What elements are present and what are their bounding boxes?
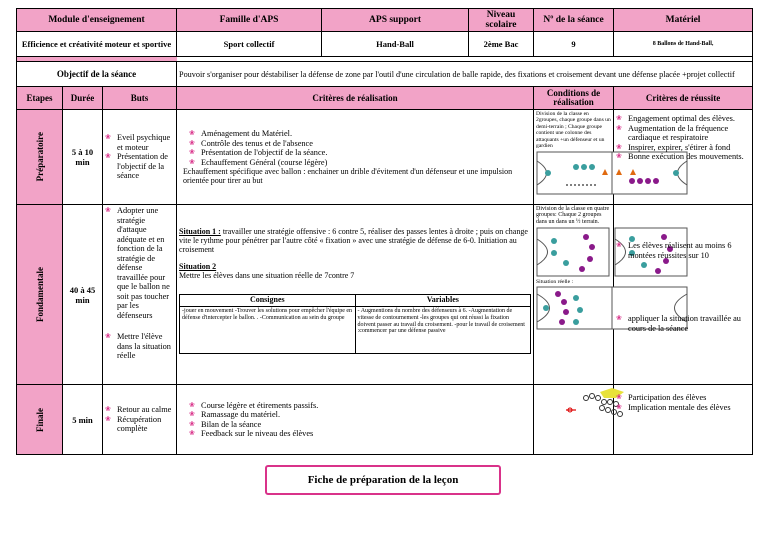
buts-fondamentale — [103, 205, 177, 385]
conditions-finale — [534, 385, 614, 455]
buts-preparatoire — [103, 110, 177, 205]
list-item: ❀ appliquer la situation travaillée au cours de la séance — [616, 314, 750, 333]
duree-header: Durée — [63, 87, 103, 110]
materiel-value: 8 Ballons de Hand-Ball, — [614, 32, 753, 57]
list-item: ❀ Aménagement du Matériel. — [189, 129, 531, 139]
aps-value: Hand-Ball — [322, 32, 469, 57]
module-value: Efficience et créativité moteur et sportive — [17, 32, 177, 57]
list-item: ❀ Bilan de la séance — [189, 420, 531, 430]
situation1-text: travailler une stratégie offensive : 6 contre 5, réaliser des passes lentes à droite ; puis on change vite le rythme pour pénétrer par l'autre côté « fixation » avec une stratégie de défense de 6-0. Initiation au croisement — [179, 227, 528, 254]
objectif-label: Objectif de la séance — [17, 62, 177, 87]
criteres-fondamentale — [177, 205, 534, 385]
list-item: ❀ Adopter une stratégie d'attaque adéquate et en fonction de la stratégie de défense travaillée pour que le ballon ne soit pas toucher par les défenseurs — [105, 206, 174, 320]
etapes-header: Etapes — [17, 87, 63, 110]
phase-preparatoire: Préparatoire — [17, 110, 63, 205]
conditions-fondamentale — [534, 205, 614, 385]
famille-value: Sport collectif — [177, 32, 322, 57]
list-item: ❀ Feedback sur le niveau des élèves — [189, 429, 531, 439]
list-item: ❀ Présentation de l'objectif de la séance. — [189, 148, 531, 158]
list-item: ❀ Contrôle des tenus et de l'absence — [189, 139, 531, 149]
list-item: ❀ Bonne exécution des mouvements. — [616, 152, 750, 162]
conditions-preparatoire — [534, 110, 614, 205]
situation2-text: Mettre les élèves dans une situation réelle de 7contre 7 — [179, 271, 355, 280]
lesson-sheet — [16, 8, 752, 455]
consignes-label: Consignes — [180, 295, 356, 307]
objectif-text: Pouvoir s'organiser pour déstabiliser la défense de zone par l'outil d'une circulation de balle rapide, des fixations et croisement devant une défense placée +projet collectif — [177, 62, 753, 87]
consignes-variables-table — [179, 294, 531, 354]
situation1-title: Situation 1 : — [179, 227, 221, 236]
reussite-finale — [614, 385, 753, 455]
duree-finale: 5 min — [63, 385, 103, 455]
criteres-finale — [177, 385, 534, 455]
reussite-header: Critères de réussite — [614, 87, 753, 110]
document-caption: Fiche de préparation de la leçon — [265, 465, 501, 495]
list-item: ❀ Participation des élèves — [616, 393, 750, 403]
list-item: ❀ Ramassage du matériel. — [189, 410, 531, 420]
criteres-header: Critères de réalisation — [177, 87, 534, 110]
phase-finale: Finale — [17, 385, 63, 455]
echauffement-specifique: Echauffement spécifique avec ballon : enchainer un drible d'évitement d'un défenseur et une impulsion orientée pour tirer au but — [183, 167, 513, 185]
list-item: ❀ Augmentation de la fréquence cardiaque et respiratoire — [616, 124, 750, 143]
conditions-text: Division de la classe en 2groupes, chaque groupe dans un demi-terrain ; Chaque groupe contient une colonne des attaquants +un défenseur et un gardien — [536, 111, 611, 150]
conditions-text-1: Division de la classe en quatre groupes: Chaque 2 groupes dans un dans un ½ terrain. — [536, 206, 610, 225]
list-item: ❀ Implication mentale des élèves — [616, 403, 750, 413]
situation2-title: Situation 2 — [179, 262, 217, 271]
list-item: ❀ Retour au calme — [105, 405, 174, 415]
list-item: ❀ Eveil psychique et moteur — [105, 133, 174, 152]
list-item: ❀ Récupération complète — [105, 415, 174, 434]
list-item: ❀ Inspirer, expirer, s'étirer à fond — [616, 143, 750, 153]
buts-header: Buts — [103, 87, 177, 110]
materiel-label: Matériel — [614, 9, 753, 32]
variables-text: - Augmentions du nombre des défenseurs à 6. -Augmentation de vitesse de contournement -les groupes qui ont réussi la fixation doivent passer au travail du croisement. -pour le travail de croisement :commencer par une défense passive — [355, 307, 531, 354]
list-item: ❀ Présentation de l'objectif de la séance — [105, 152, 174, 181]
module-label: Module d'enseignement — [17, 9, 177, 32]
consignes-text: -jouer en mouvement -Trouver les solutions pour empêcher l'équipe en défense d'intercepter le ballon. . -Communication au sein du groupe — [180, 307, 356, 354]
seance-value: 9 — [534, 32, 614, 57]
list-item: ❀ Course légère et étirements passifs. — [189, 401, 531, 411]
famille-label: Famille d'APS — [177, 9, 322, 32]
aps-label: APS support — [322, 9, 469, 32]
seance-label: Nº de la séance — [534, 9, 614, 32]
conditions-header: Conditions de réalisation — [534, 87, 614, 110]
niveau-label: Niveau scolaire — [469, 9, 534, 32]
variables-label: Variables — [355, 295, 531, 307]
phase-fondamentale: Fondamentale — [17, 205, 63, 385]
list-item: ❀ Les élèves réalisent au moins 6 montées réussites sur 10 — [616, 241, 750, 260]
list-item: ❀ Mettre l'élève dans la situation réelle — [105, 332, 174, 361]
niveau-value: 2ème Bac — [469, 32, 534, 57]
list-item: ❀ Echauffement Général (course légère) — [189, 158, 531, 168]
conditions-text-2: Situation réelle : — [536, 279, 574, 286]
duree-preparatoire: 5 à 10 min — [63, 110, 103, 205]
buts-finale — [103, 385, 177, 455]
duree-fondamentale: 40 à 45 min — [63, 205, 103, 385]
list-item: ❀ Engagement optimal des élèves. — [616, 114, 750, 124]
lesson-table — [16, 8, 753, 455]
criteres-preparatoire — [177, 110, 534, 205]
